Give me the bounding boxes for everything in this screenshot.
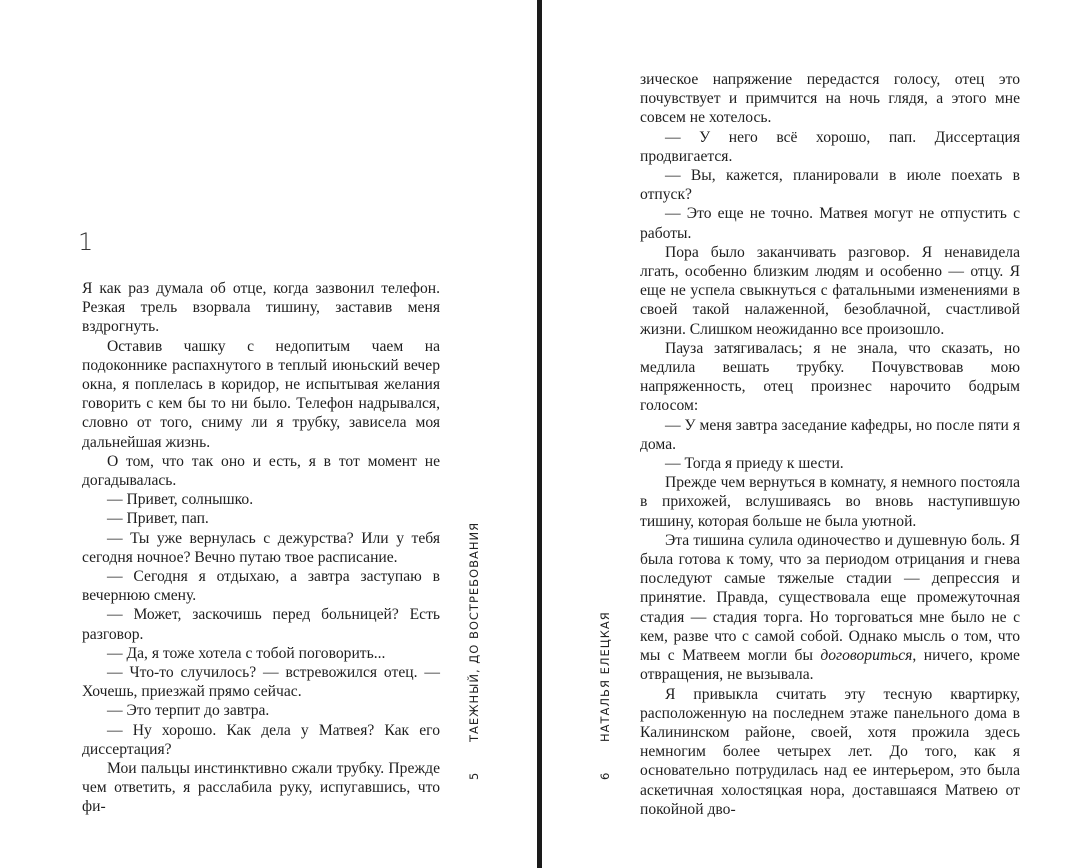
left-page (0, 0, 538, 868)
paragraph: О том, что так оно и есть, я в тот момент не догадывалась. (82, 452, 440, 490)
dialogue-line: — Привет, солнышко. (107, 491, 254, 509)
dialogue-line: — Это еще не точно. Матвея могут не отпустить с работы. (640, 205, 1020, 242)
paragraph: Я привыкла считать эту тесную квартирку, расположенную на последнем этаже панельного дома в Калининском районе, своей, хотя прожила здесь немногим более четырех лет. До того, как я основательно потрудилась над ее интерьером, это была аскетичная холостяцкая нора, доставшаяся Матвею от покойной дво- (640, 685, 1020, 818)
dialogue-line: — Тогда я приеду к шести. (665, 455, 844, 473)
dialogue-line: — Привет, пап. (107, 510, 209, 528)
paragraph: зическое напряжение передастся голосу, отец это почувствует и примчится на ночь глядя, а этого мне совсем не хотелось. (640, 71, 1020, 127)
dialogue-line: — У меня завтра заседание кафедры, но после пяти я дома. (640, 416, 1020, 453)
dialogue-line: — Может, заскочишь перед больницей? Есть разговор. (82, 606, 440, 643)
paragraph: Прежде чем вернуться в комнату, я немного постояла в прихожей, вслушиваясь во вновь наступившую тишину, которая больше не была уютной. (640, 474, 1020, 530)
page-number-right: 6 (598, 771, 612, 780)
emphasized-word: договориться (820, 647, 913, 665)
paragraph (640, 531, 1020, 685)
running-title-right: НАТАЛЬЯ ЕЛЕЦКАЯ (598, 611, 612, 742)
left-page-text (82, 279, 440, 817)
paragraph: Оставив чашку с недопитым чаем на подоконнике распахнутого в теплый июньский вечер окна, я поплелась в коридор, не испытывая желания говорить с кем бы то ни было. Телефон надрывался, словно от того, сниму ли я трубку, зависела моя дальнейшая жизнь. (82, 337, 440, 451)
dialogue-line: — У него всё хорошо, пап. Диссертация продвигается. (640, 128, 1020, 165)
page-number-left: 5 (467, 771, 481, 780)
dialogue-line: — Что-то случилось? — встревожился отец. — Хочешь, приезжай прямо сейчас. (82, 664, 440, 701)
paragraph-text: Эта тишина сулила одиночество и душевную боль. Я была готова к тому, что за периодом отрицания и гнева последуют самые тяжелые стадии — депрессия и принятие. Правда, существовала еще промежуточная стадия — стадия торга. Но торговаться мне было не с кем, разве что с самой собой. Однако мысль о том, что мы с Матвеем могли бы (640, 531, 1020, 665)
dialogue-line: — Да, я тоже хотела с тобой поговорить... (107, 644, 386, 662)
dialogue-line: — Это терпит до завтра. (107, 702, 270, 720)
right-page-text (640, 70, 1020, 819)
running-title-left: ТАЕЖНЫЙ, ДО ВОСТРЕБОВАНИЯ (467, 521, 481, 742)
dialogue-line: — Ты уже вернулась с дежурства? Или у тебя сегодня ночное? Вечно путаю твое расписание. (82, 529, 440, 566)
paragraph-text: , ничего, кроме отвращения, не вызывала. (640, 647, 1020, 684)
paragraph: Я как раз думала об отце, когда зазвонил телефон. Резкая трель взорвала тишину, заставив меня вздрогнуть. (82, 280, 440, 336)
chapter-number: 1 (78, 228, 94, 256)
paragraph: Пауза затягивалась; я не знала, что сказать, но медлила вешать трубку. Почувствовав мою напряженность, отец произнес нарочито бодрым голосом: (640, 339, 1020, 415)
dialogue-line: — Ну хорошо. Как дела у Матвея? Как его диссертация? (82, 721, 440, 758)
dialogue-line: — Сегодня я отдыхаю, а завтра заступаю в вечернюю смену. (82, 568, 440, 605)
paragraph: Пора было заканчивать разговор. Я ненавидела лгать, особенно близким людям и особенно — отцу. Я еще не успела свыкнуться с фатальными изменениями в своей такой налаженной, безоблачной, счастливой жизни. Слишком неожиданно все произошло. (640, 243, 1020, 338)
paragraph: Мои пальцы инстинктивно сжали трубку. Прежде чем ответить, я расслабила руку, испугавшись, что фи- (82, 760, 440, 816)
dialogue-line: — Вы, кажется, планировали в июле поехать в отпуск? (640, 167, 1020, 204)
